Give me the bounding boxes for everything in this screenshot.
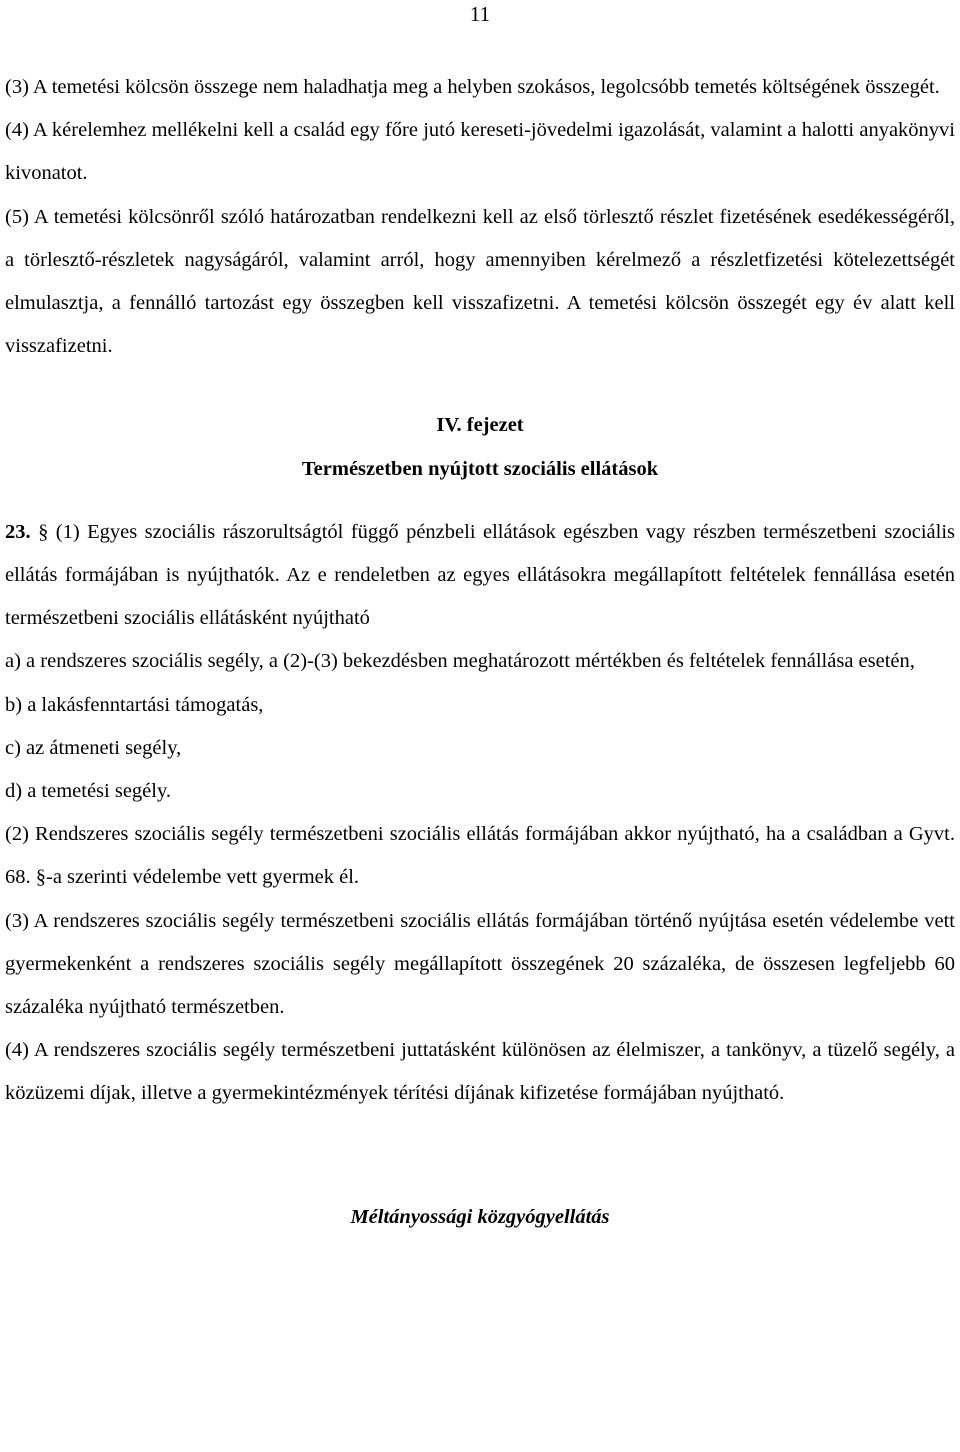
list-item-c: c) az átmeneti segély, [5,736,182,759]
paragraph-5: (5) A temetési kölcsönről szóló határozatban rendelkezni kell az első törlesztő részlet fizetésének esedékességéről, a törlesztő-részletek nagyságáról, valamint arról, hogy amennyiben kérelmező a részletfizetési kötelezettségét elmulasztja, a fennálló tartozást egy összegben kell visszafizetni. A temetési kölcsön összegét egy év alatt kell visszafizetni. [5,205,955,358]
section-23-paragraph-4: (4) A rendszeres szociális segély természetbeni juttatásként különösen az élelmiszer, a tankönyv, a tüzelő segély, a közüzemi díjak, illetve a gyermekintézmények térítési díjának kifizetése formájában nyújtható. [5,1039,955,1105]
section-23-paragraph-3: (3) A rendszeres szociális segély természetbeni szociális ellátás formájában történő nyújtása esetén védelembe vett gyermekenként a rendszeres szociális segély megállapított összegének 20 százaléka, de összesen legfeljebb 60 százaléka nyújtható természetben. [5,909,955,1019]
list-item-b: b) a lakásfenntartási támogatás, [5,693,264,716]
chapter-number: IV. fejezet [436,414,524,437]
document-body [5,66,955,1239]
list-item-a: a) a rendszeres szociális segély, a (2)-(3) bekezdésben meghatározott mértékben és feltételek fennállása esetén, [5,650,915,673]
section-23-paragraph-2: (2) Rendszeres szociális segély természetbeni szociális ellátás formájában akkor nyújtható, ha a családban a Gyvt. 68. §-a szerinti védelembe vett gyermek él. [5,823,955,889]
page-number: 11 [469,2,491,26]
list-item-d: d) a temetési segély. [5,780,172,803]
section-number: 23. [5,520,31,543]
paragraph-3: (3) A temetési kölcsön összege nem haladhatja meg a helyben szokásos, legolcsóbb temetés költségének összegét. [5,76,940,98]
section-paragraph-text: (1) Egyes szociális rászorultságtól függő pénzbeli ellátások egészben vagy részben természetbeni szociális ellátás formájában is nyújthatók. Az e rendeletben az egyes ellátásokra megállapított feltételek fennállása esetén természetbeni szociális ellátásként nyújtható [5,520,956,630]
section-symbol: § [38,520,49,543]
chapter-title: Természetben nyújtott szociális ellátások [301,457,659,480]
next-section-title: Méltányossági közgyógyellátás [350,1205,610,1228]
section-23-paragraph-1 [5,511,955,641]
paragraph-4: (4) A kérelemhez mellékelni kell a család egy főre jutó kereseti-jövedelmi igazolását, valamint a halotti anyakönyvi kivonatot. [5,119,955,185]
